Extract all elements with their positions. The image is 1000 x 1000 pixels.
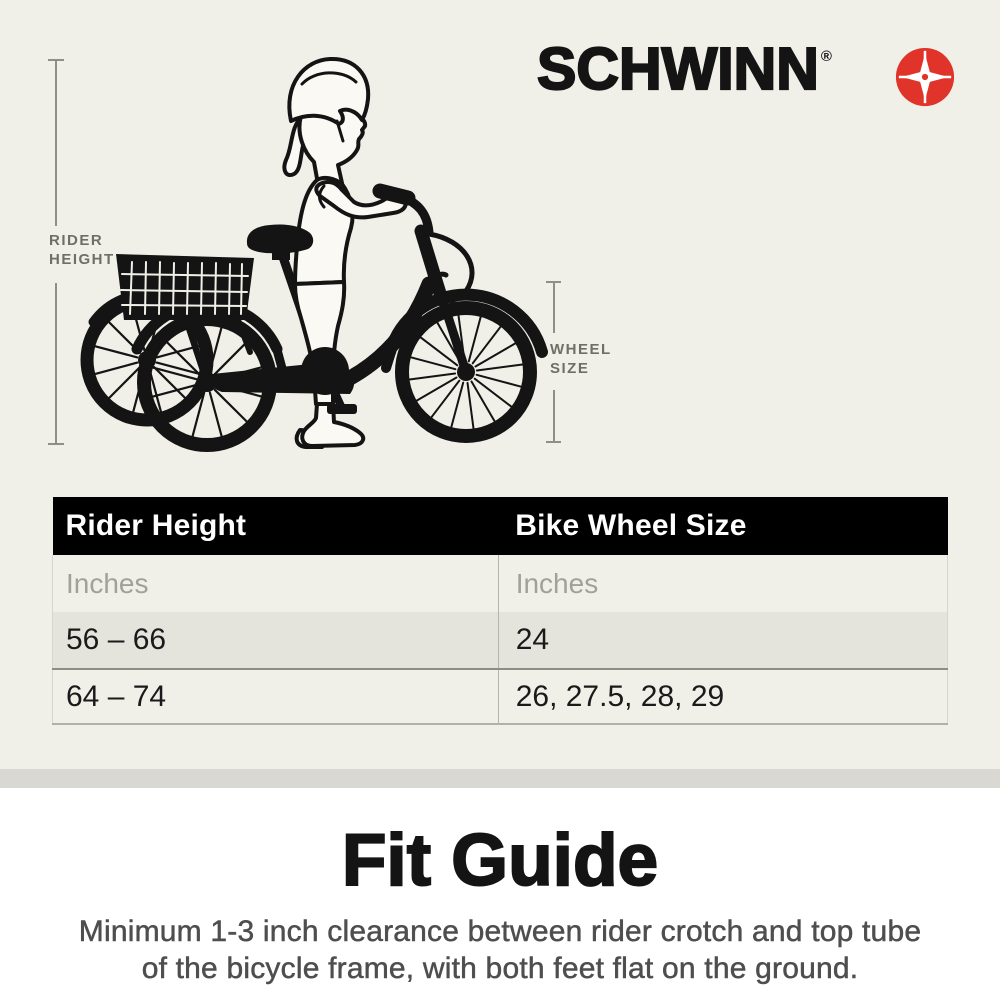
- measure-segment: [55, 283, 57, 443]
- helmet: [289, 59, 368, 124]
- table-row: [53, 612, 948, 669]
- wheel-size-label: WHEEL SIZE: [550, 341, 612, 377]
- measure-segment: [55, 60, 57, 226]
- table-row: [53, 669, 948, 724]
- value-cell-height-range: 64 – 74: [53, 669, 499, 724]
- measure-segment: [553, 282, 555, 333]
- table-header-row: [53, 497, 948, 555]
- brand-logo: [537, 36, 832, 102]
- rider-height-label: RIDER HEIGHT: [49, 232, 115, 268]
- front-wheel: [386, 295, 542, 436]
- header-cell-rider-height: Rider Height: [53, 497, 499, 555]
- grip: [380, 191, 408, 198]
- value-cell-height-range: 56 – 66: [53, 612, 499, 669]
- fit-guide-description: Minimum 1-3 inch clearance between rider crotch and top tube of the bicycle frame, with both feet flat on the ground.: [78, 915, 922, 985]
- divider-strip: [0, 769, 1000, 788]
- fit-guide-section: [0, 788, 1000, 1000]
- schwinn-star-icon: [894, 46, 956, 108]
- measure-segment: [553, 390, 555, 442]
- measure-cap: [546, 441, 561, 443]
- measure-cap: [48, 443, 64, 445]
- value-cell-wheel-sizes: 26, 27.5, 28, 29: [498, 669, 947, 724]
- header-cell-wheel-size: Bike Wheel Size: [498, 497, 947, 555]
- unit-cell: Inches: [498, 555, 947, 612]
- table-unit-row: [53, 555, 948, 612]
- unit-cell: Inches: [53, 555, 499, 612]
- value-cell-wheel-sizes: 24: [498, 612, 947, 669]
- registered-mark: ®: [820, 48, 832, 65]
- brand-wordmark: SCHWINN: [537, 36, 819, 102]
- fit-guide-title: Fit Guide: [341, 820, 659, 901]
- fit-table: [52, 497, 948, 725]
